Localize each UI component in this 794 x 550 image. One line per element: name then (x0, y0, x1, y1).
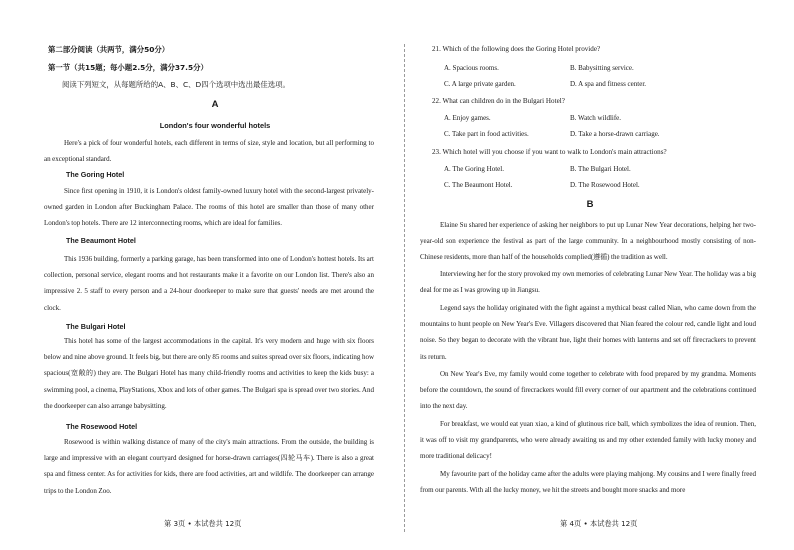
answer-option: D. Take a horse-drawn carriage. (570, 130, 660, 138)
passage-paragraph: Elaine Su shared her experience of asking her neighbors to put up Lunar New Year decorations, helping her two-year-old son experience the festival as part of the large community. In a neighbourhood mostly consisting of non-Chinese residents, more than half of the households complied(遵循) the tradition as well. (420, 221, 756, 262)
question-stem: 21. Which of the following does the Goring Hotel provide? (432, 45, 601, 53)
intro-paragraph: Here's a pick of four wonderful hotels, each different in terms of size, style and location, but all performing to an exceptional standard. (44, 139, 374, 164)
passage-letter-b: B (586, 199, 594, 210)
question-stem: 23. Which hotel will you choose if you want to walk to London's main attractions? (432, 148, 667, 156)
hotel-name: The Bulgari Hotel (66, 322, 126, 331)
question-stem: 22. What can children do in the Bulgari Hotel? (432, 97, 565, 105)
answer-option: B. The Bulgari Hotel. (570, 165, 631, 173)
left-page (44, 0, 386, 550)
hotel-name: The Goring Hotel (66, 170, 125, 179)
answer-option: D. The Rosewood Hotel. (570, 181, 640, 189)
part-heading: 第二部分阅读（共两节，满分50分） (48, 45, 170, 54)
answer-option: C. A large private garden. (444, 80, 516, 88)
passage-title: London's four wonderful hotels (159, 121, 271, 130)
answer-option: A. Enjoy games. (444, 114, 491, 122)
passage-paragraph: On New Year's Eve, my family would come together to celebrate with food prepared by my grandma. Moments before the countdown, the sound of firecrackers would fill every corner of our apartment and the celebrations continued into the next day. (420, 370, 756, 411)
passage-paragraph: Legend says the holiday originated with the fight against a mythical beast called Nian, who came down from the mountains to hunt people on New Year's Eve. Villagers discovered that Nian feared the colour red, candle light and loud noise. So they began to decorate with the vibrant hue, light their homes with lanterns and set off firecrackers to prevent its return. (420, 304, 756, 361)
passage-paragraph: My favourite part of the holiday came after the adults were playing mahjong. My cousins and I were finally freed from our parents. With all the lucky money, we hit the streets and bought more snacks and more (420, 470, 756, 495)
answer-option: A. Spacious rooms. (444, 64, 499, 72)
hotel-paragraph: This hotel has some of the largest accommodations in the capital. It's very modern and huge with six floors below and nine above ground. It feels big, but there are only 85 rooms and suites spread over six floors, indicating how spacious(宽敞的) they are. The Bulgari Hotel has many child-friendly rooms and activities to keep the kids busy: a swimming pool, a cinema, PlayStations, Xbox and lots of other games. The Bulgari spa is spread over two stories. And the doorkeeper can also arrange babysitting. (44, 337, 374, 410)
passage-letter-a: A (211, 99, 219, 110)
answer-option: C. Take part in food activities. (444, 130, 529, 138)
page-divider (404, 44, 405, 532)
answer-option: D. A spa and fitness center. (570, 80, 647, 88)
passage-paragraph: For breakfast, we would eat yuan xiao, a kind of glutinous rice ball, which symbolizes the idea of reunion. Then, it was off to visit my grandparents, who were already awaiting us and my other extended family with lucky money and more traditional delicacy! (420, 420, 756, 461)
instruction: 阅读下列短文，从每题所给的A、B、C、D四个选项中选出最佳选项。 (62, 80, 290, 89)
hotel-name: The Beaumont Hotel (66, 236, 136, 245)
section-heading: 第一节（共15题；每小题2.5分，满分37.5分） (48, 63, 208, 72)
hotel-paragraph: Rosewood is within walking distance of many of the city's main attractions. From the outside, the building is large and impressive with an elegant courtyard designed for horse-drawn carriages(四轮马车). There is also a great spa and fitness center. As for activities for kids, there are food activities, art and wildlife. The doorkeeper can arrange trips to the London Zoo. (44, 438, 374, 495)
answer-option: B. Watch wildlife. (570, 114, 622, 122)
page-footer: 第 3页 • 本试卷共 12页 (164, 519, 242, 528)
answer-option: B. Babysitting service. (570, 64, 634, 72)
right-page (420, 0, 760, 550)
hotel-name: The Rosewood Hotel (66, 422, 138, 431)
answer-option: A. The Goring Hotel. (444, 165, 504, 173)
answer-option: C. The Beaumont Hotel. (444, 181, 513, 189)
page-footer: 第 4页 • 本试卷共 12页 (560, 519, 638, 528)
hotel-paragraph: Since first opening in 1910, it is London's oldest family-owned luxury hotel with the second-largest privately-owned garden in London after Buckingham Palace. The rooms of this hotel are smaller than those of many other London's top hotels. There are 12 interconnecting rooms, which are ideal for families. (44, 187, 374, 228)
hotel-paragraph: This 1936 building, formerly a parking garage, has been transformed into one of London's hottest hotels. Its art collection, personal service, elegant rooms and hot restaurants make it a favorite on our London list. There's also an impressive 2. 5 staff to every person and a 24-hour doorkeeper to make sure that guests' needs are met around the clock. (44, 255, 374, 312)
passage-paragraph: Interviewing her for the story provoked my own memories of celebrating Lunar New Year. The holiday was a big deal for me as I was growing up in Jiangsu. (420, 270, 756, 295)
